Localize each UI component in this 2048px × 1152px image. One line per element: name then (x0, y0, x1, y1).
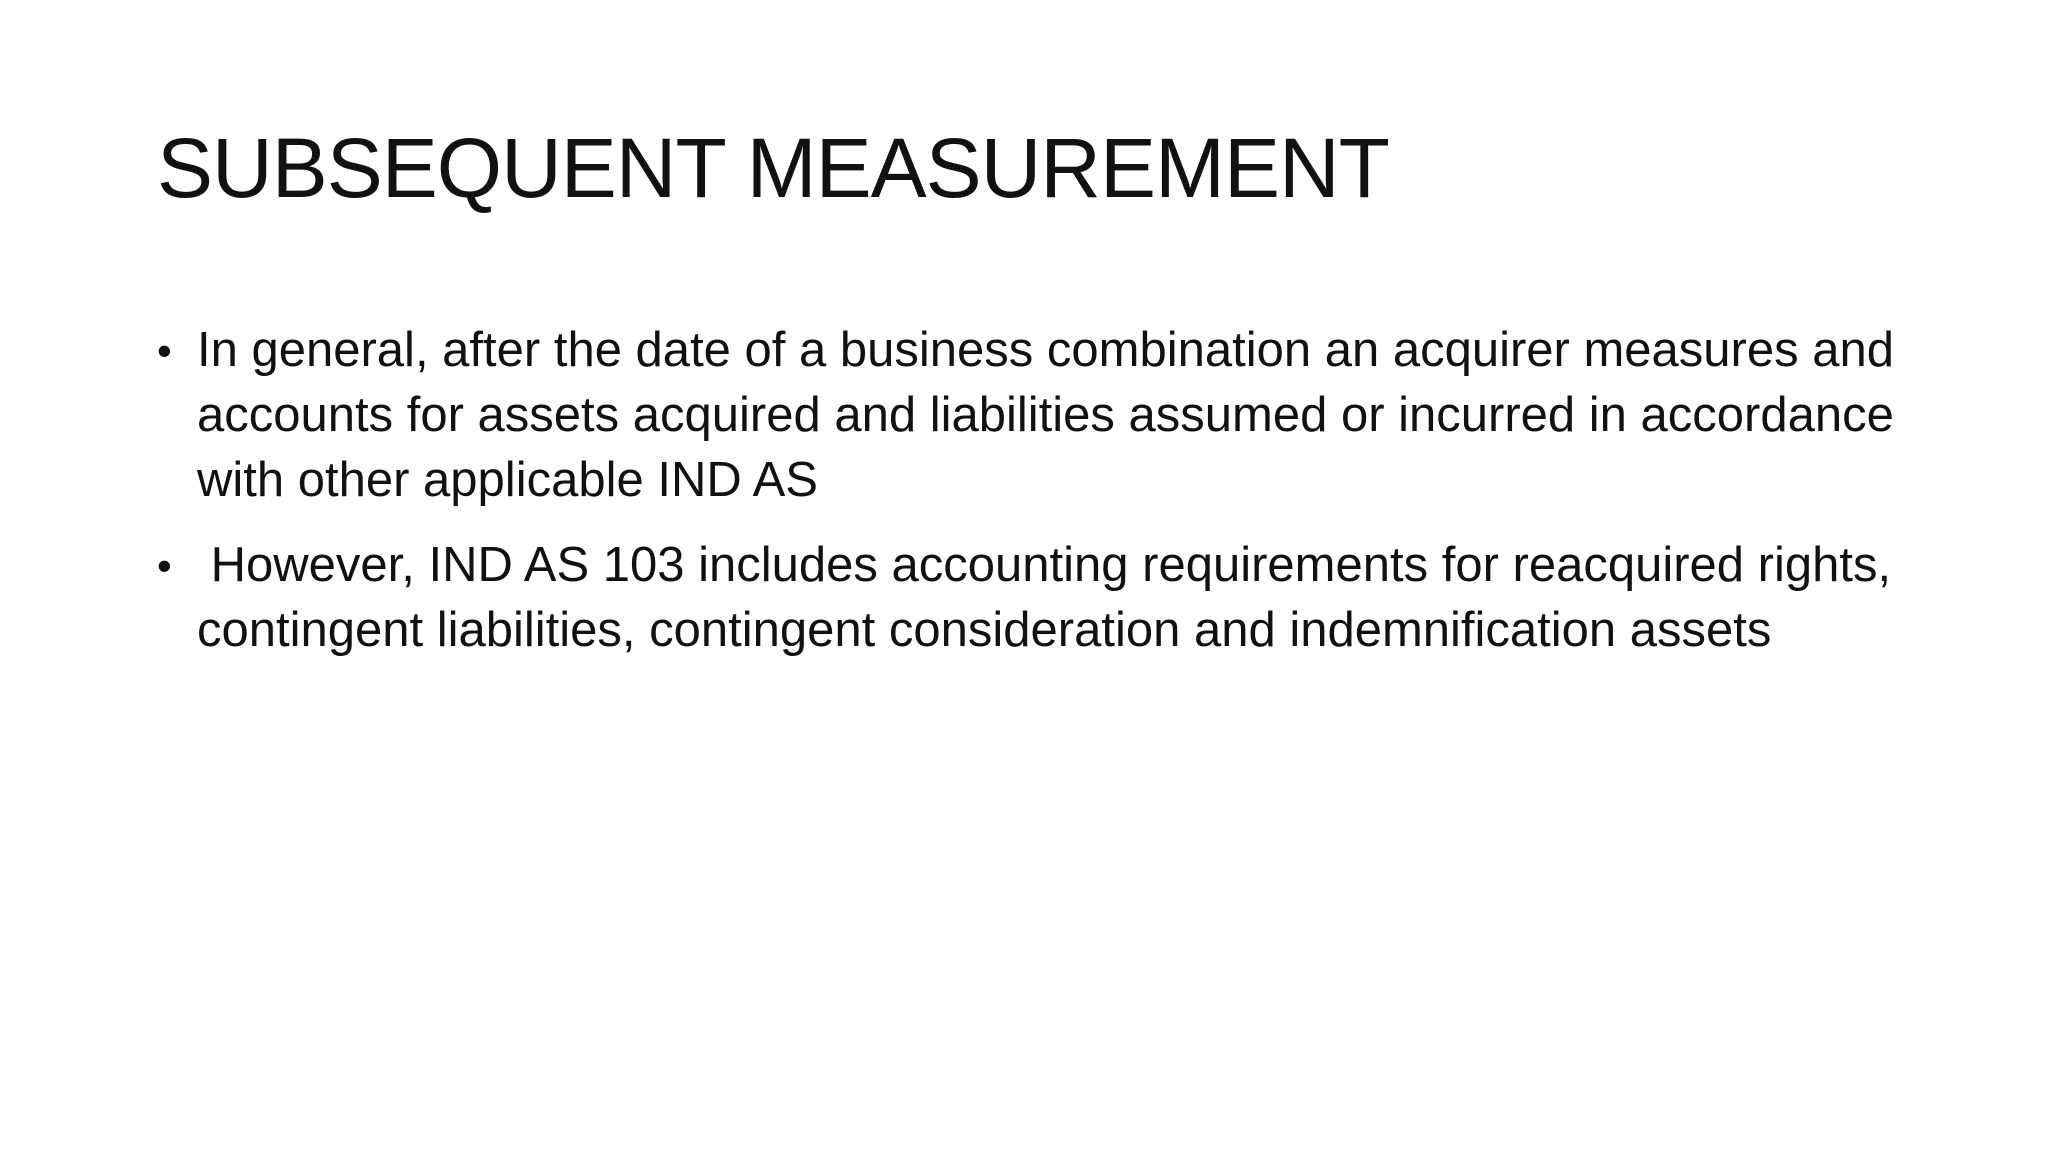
bullet-text: However, IND AS 103 includes accounting requirements for reacquired rights, contingent liabilities, contingent consideration and indemnification assets (197, 538, 1905, 657)
bullet-marker: • (157, 542, 172, 589)
bullet-item (157, 533, 1917, 663)
bullet-marker: • (157, 327, 172, 374)
bullet-list (157, 318, 1917, 683)
bullet-text: In general, after the date of a business combination an acquirer measures and accounts for assets acquired and liabilities assumed or incurred in accordance with other applicable IND AS (197, 323, 1908, 507)
bullet-item (157, 318, 1917, 513)
slide-title: SUBSEQUENT MEASUREMENT (157, 121, 1389, 215)
